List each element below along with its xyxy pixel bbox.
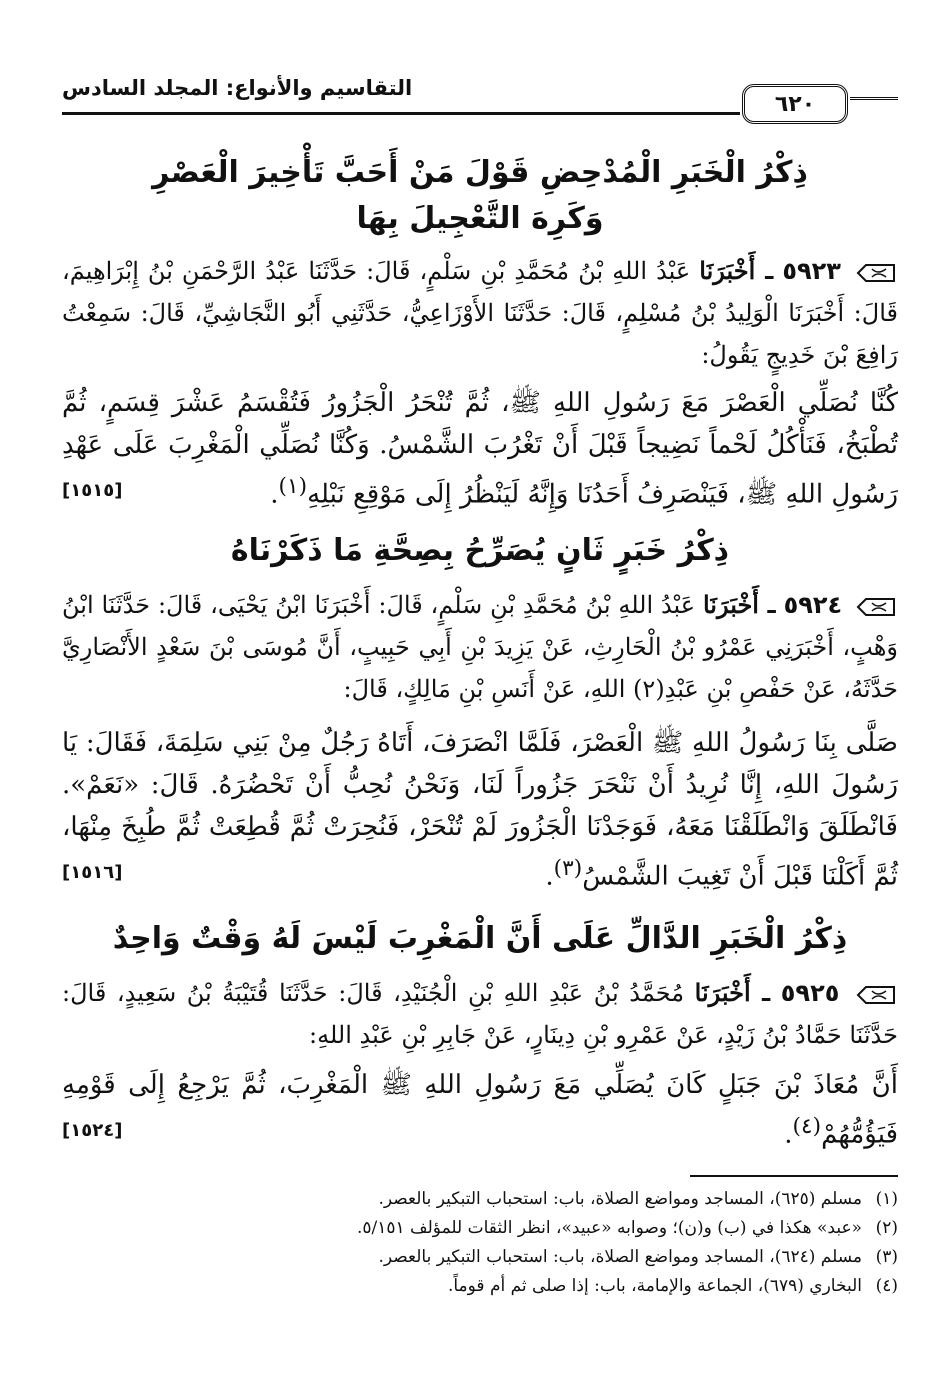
hadith-number: ٥٩٢٥: [780, 979, 840, 1007]
heading-line: ذِكْرُ الْخَبَرِ الْمُدْحِضِ قَوْلَ مَنْ أَحَبَّ تَأْخِيرَ الْعَصْرِ: [152, 155, 808, 190]
reference-number: [١٥١٦]: [62, 862, 123, 883]
isnad-text: عَبْدُ اللهِ بْنُ مُحَمَّدِ بْنِ سَلْمٍ، قَالَ: حَدَّثَنَا عَبْدُ الرَّحْمَنِ بْنُ إِبْرَاهِيمَ، قَالَ: أَخْبَرَنَا الْوَلِيدُ بْنُ مُسْلِمٍ، قَالَ: حَدَّثَنَا الأَوْزَاعِيُّ، حَدَّثَنِي أَبُو النَّجَاشِيِّ، قَالَ: سَمِعْتُ رَافِعَ بْنَ خَدِيجٍ يَقُولُ:: [62, 257, 898, 369]
page-number: ٦٢٠: [742, 84, 848, 124]
akhbarana-word: أَخْبَرَنَا: [699, 256, 756, 285]
section-heading: [62, 916, 898, 962]
akhbarana-word: أَخْبَرَنَا: [694, 978, 751, 1007]
hadith-matn: صَلَّى بِنَا رَسُولُ اللهِ ﷺ الْعَصْرَ، فَلَمَّا انْصَرَفَ، أَتَاهُ رَجُلٌ مِنْ بَنِي سَلِمَةَ، فَقَالَ: يَا رَسُولَ اللهِ، إِنَّا نُرِيدُ أَنْ نَنْحَرَ جَزُوراً لَنَا، وَنَحْنُ نُحِبُّ أَنْ تَحْضُرَهُ. قَالَ: «نَعَمْ». فَانْطَلَقَ وَانْطَلَقْنَا مَعَهُ، فَوَجَدْنَا الْجَزُورَ لَمْ تُنْحَرْ، فَنُحِرَتْ ثُمَّ قُطِعَتْ ثُمَّ طُبِخَ مِنْهَا، ثُمَّ أَكَلْنَا قَبْلَ أَنْ تَغِيبَ الشَّمْسُ$^{(٣)}$. [١٥١٦]: [62, 722, 898, 898]
heading-line: ذِكْرُ الْخَبَرِ الدَّالِّ عَلَى أَنَّ الْمَغْرِبَ لَيْسَ لَهُ وَقْتٌ وَاحِدٌ: [112, 921, 848, 956]
heading-line: ذِكْرُ خَبَرٍ ثَانٍ يُصَرِّحُ بِصِحَّةِ مَا ذَكَرْنَاهُ: [230, 533, 730, 568]
hadith-matn: أَنَّ مُعَاذَ بْنَ جَبَلٍ كَانَ يُصَلِّي مَعَ رَسُولِ اللهِ ﷺ الْمَغْرِبَ، ثُمَّ يَرْجِعُ إِلَى قَوْمِهِ فَيَؤُمُّهُمْ$^{(٤)}$. [١٥٢٤]: [62, 1064, 898, 1156]
page-header: [62, 70, 898, 130]
matn-text: كُنَّا نُصَلِّي الْعَصْرَ مَعَ رَسُولِ اللهِ ﷺ، ثُمَّ تُنْحَرُ الْجَزُورُ فَتُقْسَمُ عَشْرَ قِسَمٍ، ثُمَّ تُطْبَخُ، فَنَأْكُلُ لَحْماً نَضِيجاً قَبْلَ أَنْ تَغْرُبَ الشَّمْسُ. وَكُنَّا نُصَلِّي الْمَغْرِبَ عَلَى عَهْدِ رَسُولِ اللهِ ﷺ، فَيَنْصَرِفُ أَحَدُنَا وَإِنَّهُ لَيَنْظُرُ إِلَى مَوْقِعِ نَبْلِهِ: [62, 388, 898, 510]
header-rule: [62, 112, 740, 115]
footnote-mark: (١): [278, 474, 308, 499]
hadith-number: ٥٩٢٣: [782, 257, 841, 285]
hadith-isnad: ٥٩٢٣ ـ أَخْبَرَنَا عَبْدُ اللهِ بْنُ مُحَمَّدِ بْنِ سَلْمٍ، قَالَ: حَدَّثَنَا عَبْدُ الرَّحْمَنِ بْنُ إِبْرَاهِيمَ، قَالَ: أَخْبَرَنَا الْوَلِيدُ بْنُ مُسْلِمٍ، قَالَ: حَدَّثَنَا الأَوْزَاعِيُّ، حَدَّثَنِي أَبُو النَّجَاشِيِّ، قَالَ: سَمِعْتُ رَافِعَ بْنَ خَدِيجٍ يَقُولُ:: [62, 256, 898, 369]
hadith-isnad: ٥٩٢٤ ـ أَخْبَرَنَا عَبْدُ اللهِ بْنُ مُحَمَّدِ بْنِ سَلْمٍ، قَالَ: أَخْبَرَنَا ابْنُ يَحْيَى، قَالَ: حَدَّثَنَا ابْنُ وَهْبٍ، أَخْبَرَنِي عَمْرُو بْنُ الْحَارِثِ، عَنْ يَزِيدَ بْنِ أَبِي حَبِيبٍ، أَنَّ مُوسَى بْنَ سَعْدٍ الأَنْصَارِيَّ حَدَّثَهُ، عَنْ حَفْصِ بْنِ عَبْدِ(٢) اللهِ، عَنْ أَنَسِ بْنِ مَالِكٍ، قَالَ:: [62, 590, 898, 703]
hadith-marker-icon: [856, 595, 898, 619]
heading-line: وَكَرِهَ التَّعْجِيلَ بِهَا: [356, 201, 604, 236]
footnote-mark: (٣): [553, 856, 583, 881]
section-heading: [62, 150, 898, 242]
section-heading: [62, 528, 898, 574]
hadith-matn: كُنَّا نُصَلِّي الْعَصْرَ مَعَ رَسُولِ اللهِ ﷺ، ثُمَّ تُنْحَرُ الْجَزُورُ فَتُقْسَمُ عَشْرَ قِسَمٍ، ثُمَّ تُطْبَخُ، فَنَأْكُلُ لَحْماً نَضِيجاً قَبْلَ أَنْ تَغْرُبَ الشَّمْسُ. وَكُنَّا نُصَلِّي الْمَغْرِبَ عَلَى عَهْدِ رَسُولِ اللهِ ﷺ، فَيَنْصَرِفُ أَحَدُنَا وَإِنَّهُ لَيَنْظُرُ إِلَى مَوْقِعِ نَبْلِهِ$^{(١)}$. [١٥١٥]: [62, 382, 898, 516]
reference-number: [١٥٢٤]: [62, 1120, 123, 1141]
footnote-item: (٤) البخاري (٦٧٩)، الجماعة والإمامة، باب: إذا صلى ثم أم قوماً.: [447, 1276, 898, 1296]
footnote-item: (٣) مسلم (٦٢٤)، المساجد ومواضع الصلاة، باب: استحباب التبكير بالعصر.: [378, 1247, 898, 1267]
book-page: [62, 0, 898, 1374]
isnad-text: عَبْدُ اللهِ بْنُ مُحَمَّدِ بْنِ سَلْمٍ، قَالَ: أَخْبَرَنَا ابْنُ يَحْيَى، قَالَ: حَدَّثَنَا ابْنُ وَهْبٍ، أَخْبَرَنِي عَمْرُو بْنُ الْحَارِثِ، عَنْ يَزِيدَ بْنِ أَبِي حَبِيبٍ، أَنَّ مُوسَى بْنَ سَعْدٍ الأَنْصَارِيَّ حَدَّثَهُ، عَنْ حَفْصِ بْنِ عَبْدِ(٢) اللهِ، عَنْ أَنَسِ بْنِ مَالِكٍ، قَالَ:: [62, 591, 898, 703]
header-ornament-line: [850, 97, 898, 100]
reference-number: [١٥١٥]: [62, 480, 123, 501]
hadith-isnad: ٥٩٢٥ ـ أَخْبَرَنَا مُحَمَّدُ بْنُ عَبْدِ اللهِ بْنِ الْجُنَيْدِ، قَالَ: حَدَّثَنَا قُتَيْبَةُ بْنُ سَعِيدٍ، قَالَ: حَدَّثَنَا حَمَّادُ بْنُ زَيْدٍ، عَنْ عَمْرِو بْنِ دِينَارٍ، عَنْ جَابِرِ بْنِ عَبْدِ اللهِ:: [62, 978, 898, 1049]
isnad-text: مُحَمَّدُ بْنُ عَبْدِ اللهِ بْنِ الْجُنَيْدِ، قَالَ: حَدَّثَنَا قُتَيْبَةُ بْنُ سَعِيدٍ، قَالَ: حَدَّثَنَا حَمَّادُ بْنُ زَيْدٍ، عَنْ عَمْرِو بْنِ دِينَارٍ، عَنْ جَابِرِ بْنِ عَبْدِ اللهِ:: [62, 979, 898, 1049]
akhbarana-word: أَخْبَرَنَا: [702, 590, 759, 619]
footnotes: [62, 1185, 898, 1301]
hadith-marker-icon: [856, 983, 898, 1007]
footnote-item: (٢) «عبد» هكذا في (ب) و(ن)؛ وصوابه «عبيد»، انظر الثقات للمؤلف ٥/١٥١.: [356, 1218, 898, 1238]
running-title: التقاسيم والأنواع: المجلد السادس: [62, 76, 413, 100]
matn-text: صَلَّى بِنَا رَسُولُ اللهِ ﷺ الْعَصْرَ، فَلَمَّا انْصَرَفَ، أَتَاهُ رَجُلٌ مِنْ بَنِي سَلِمَةَ، فَقَالَ: يَا رَسُولَ اللهِ، إِنَّا نُرِيدُ أَنْ نَنْحَرَ جَزُوراً لَنَا، وَنَحْنُ نُحِبُّ أَنْ تَحْضُرَهُ. قَالَ: «نَعَمْ». فَانْطَلَقَ وَانْطَلَقْنَا مَعَهُ، فَوَجَدْنَا الْجَزُورَ لَمْ تُنْحَرْ، فَنُحِرَتْ ثُمَّ قُطِعَتْ ثُمَّ طُبِخَ مِنْهَا، ثُمَّ أَكَلْنَا قَبْلَ أَنْ تَغِيبَ الشَّمْسُ: [62, 728, 898, 892]
footnote-item: (١) مسلم (٦٢٥)، المساجد ومواضع الصلاة، باب: استحباب التبكير بالعصر.: [378, 1189, 898, 1209]
hadith-marker-icon: [856, 261, 898, 285]
hadith-number: ٥٩٢٤: [783, 591, 843, 619]
footnote-separator: [690, 1175, 898, 1177]
matn-text: أَنَّ مُعَاذَ بْنَ جَبَلٍ كَانَ يُصَلِّي مَعَ رَسُولِ اللهِ ﷺ الْمَغْرِبَ، ثُمَّ يَرْجِعُ إِلَى قَوْمِهِ فَيَؤُمُّهُمْ: [62, 1070, 898, 1150]
footnote-mark: (٤): [792, 1114, 822, 1139]
